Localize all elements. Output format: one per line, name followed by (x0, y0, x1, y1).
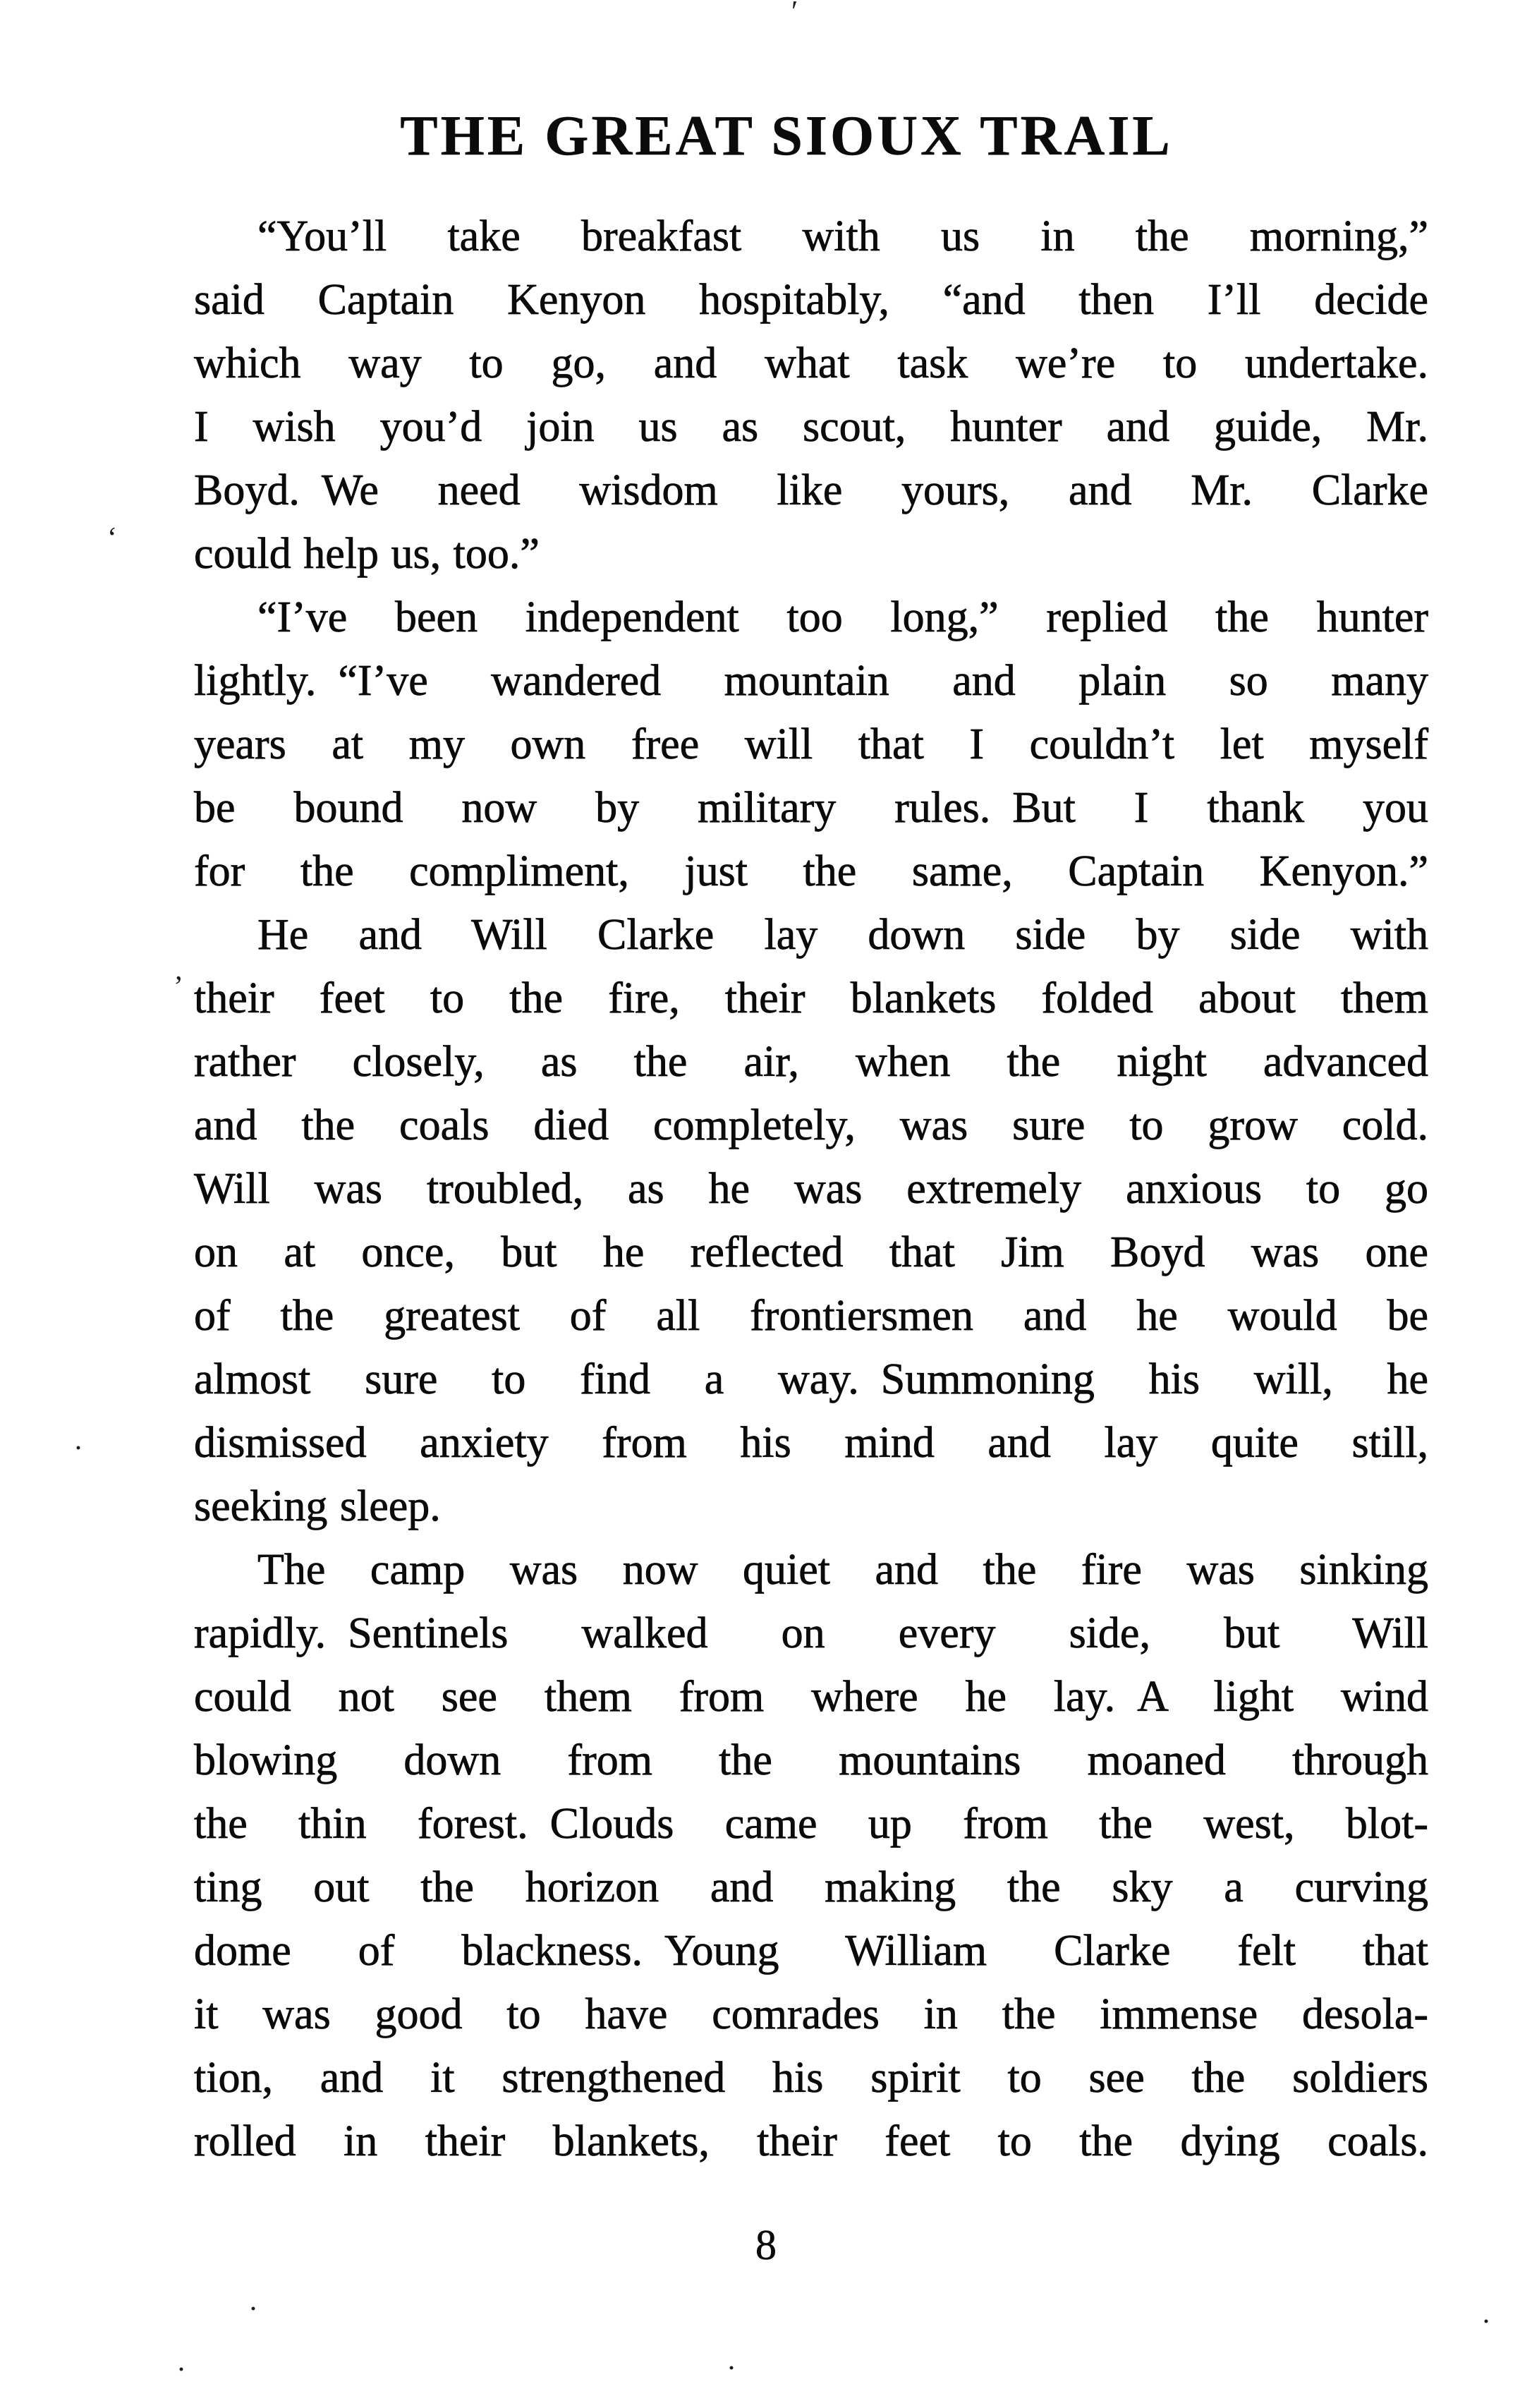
text-line: for the compliment, just the same, Captain Kenyon.” (194, 847, 1428, 895)
text-line: almost sure to find a way. Summoning his will, he (194, 1355, 1428, 1403)
text-line: rapidly. Sentinels walked on every side, but Will (194, 1609, 1428, 1657)
scan-artifact: ′ (791, 0, 798, 28)
text-line: rather closely, as the air, when the night advanced (194, 1038, 1428, 1086)
text-line: seeking sleep. (194, 1482, 441, 1530)
text-line: rolled in their blankets, their feet to the dying coals. (194, 2117, 1428, 2165)
scan-artifact: · (176, 2354, 186, 2386)
scan-artifact: · (73, 1432, 83, 1465)
text-line: He and Will Clarke lay down side by side with (257, 911, 1428, 959)
text-line: Will was troubled, as he was extremely anxious to go (194, 1165, 1428, 1213)
text-line: The camp was now quiet and the fire was sinking (257, 1546, 1428, 1594)
paragraph (194, 1538, 1428, 2173)
scan-artifact: · (248, 2293, 258, 2325)
running-head: THE GREAT SIOUX TRAIL (400, 105, 1173, 167)
text-line: on at once, but he reflected that Jim Boyd was one (194, 1228, 1428, 1276)
text-line: be bound now by military rules. But I thank you (194, 784, 1428, 832)
text-line: could not see them from where he lay. A light wind (194, 1673, 1428, 1721)
scan-artifact: ‘ (107, 522, 117, 555)
text-line: lightly. “I’ve wandered mountain and plain so many (194, 657, 1428, 705)
text-line: blowing down from the mountains moaned through (194, 1736, 1428, 1784)
text-line: of the greatest of all frontiersmen and he would be (194, 1292, 1428, 1340)
text-line: which way to go, and what task we’re to undertake. (194, 339, 1428, 387)
text-line: Boyd. We need wisdom like yours, and Mr. Clarke (194, 466, 1428, 514)
text-line: years at my own free will that I couldn’t let myself (194, 720, 1428, 768)
text-line: it was good to have comrades in the immense desola- (194, 1990, 1428, 2038)
text-line: dismissed anxiety from his mind and lay quite still, (194, 1419, 1428, 1467)
text-line: “I’ve been independent too long,” replied the hunter (257, 593, 1428, 641)
paragraph (194, 586, 1428, 903)
text-line: the thin forest. Clouds came up from the west, blot- (194, 1800, 1428, 1848)
page-number: 8 (755, 2222, 777, 2268)
text-line: could help us, too.” (194, 530, 540, 578)
scan-artifact: · (727, 2352, 736, 2385)
text-line: “You’ll take breakfast with us in the morning,” (257, 212, 1428, 260)
paragraph (194, 205, 1428, 586)
paragraph (194, 903, 1428, 1538)
scan-artifact: ’ (174, 971, 183, 1003)
text-line: dome of blackness. Young William Clarke felt that (194, 1927, 1428, 1975)
text-line: tion, and it strengthened his spirit to see the soldiers (194, 2054, 1428, 2102)
page-body (194, 205, 1428, 2173)
text-line: and the coals died completely, was sure to grow cold. (194, 1101, 1428, 1149)
text-line: I wish you’d join us as scout, hunter and guide, Mr. (194, 403, 1428, 451)
text-line: said Captain Kenyon hospitably, “and then I’ll decide (194, 276, 1428, 324)
scan-artifact: · (1481, 2306, 1491, 2338)
text-line: their feet to the fire, their blankets folded about them (194, 974, 1428, 1022)
text-line: ting out the horizon and making the sky a curving (194, 1863, 1428, 1911)
